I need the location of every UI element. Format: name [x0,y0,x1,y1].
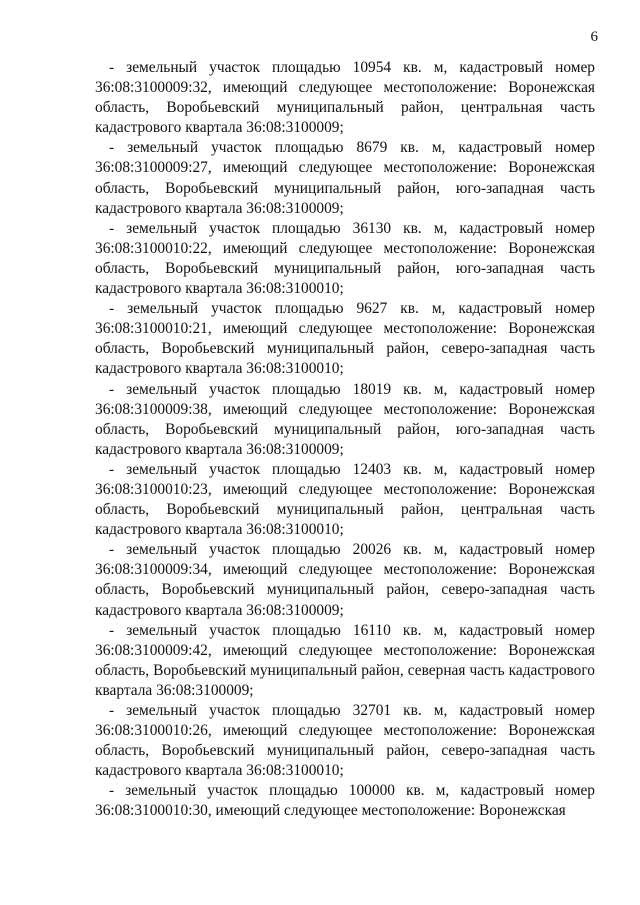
land-plot-entry: - земельный участок площадью 8679 кв. м, кадастровый номер 36:08:3100009:27, имеющий следующее местоположение: Воронежская область, Воробьевский муниципальный район, юго-западная часть кадастрового квартала 36:08:3100009; [95,139,595,217]
land-plot-entry: - земельный участок площадью 9627 кв. м, кадастровый номер 36:08:3100010:21, имеющий следующее местоположение: Воронежская область, Воробьевский муниципальный район, северо-западная часть кадастрового квартала 36:08:3100010; [95,300,595,378]
land-plot-entry: - земельный участок площадью 32701 кв. м, кадастровый номер 36:08:3100010:26, имеющий следующее местоположение: Воронежская область, Воробьевский муниципальный район, северо-западная часть кадастрового квартала 36:08:3100010; [95,702,595,780]
land-plot-entry: - земельный участок площадью 18019 кв. м, кадастровый номер 36:08:3100009:38, имеющий следующее местоположение: Воронежская область, Воробьевский муниципальный район, юго-западная часть кадастрового квартала 36:08:3100009; [95,380,595,458]
land-plot-entry: - земельный участок площадью 16110 кв. м, кадастровый номер 36:08:3100009:42, имеющий следующее местоположение: Воронежская область, Воробьевский муниципальный район, северная часть кадастрового квартала 36:08:3100009; [95,621,595,699]
land-plot-entry: - земельный участок площадью 10954 кв. м, кадастровый номер 36:08:3100009:32, имеющий следующее местоположение: Воронежская область, Воробьевский муниципальный район, центральная часть кадастрового квартала 36:08:3100009; [95,59,595,137]
land-plot-entry: - земельный участок площадью 20026 кв. м, кадастровый номер 36:08:3100009:34, имеющий следующее местоположение: Воронежская область, Воробьевский муниципальный район, северо-западная часть кадастрового квартала 36:08:3100009; [95,541,595,619]
land-plot-entry: - земельный участок площадью 100000 кв. м, кадастровый номер 36:08:3100010:30, имеющий следующее местоположение: Воронежская [95,782,595,820]
page-number: 6 [590,29,598,45]
land-plot-entry: - земельный участок площадью 36130 кв. м, кадастровый номер 36:08:3100010:22, имеющий следующее местоположение: Воронежская область, Воробьевский муниципальный район, юго-западная часть кадастрового квартала 36:08:3100010; [95,219,595,298]
land-plot-entry: - земельный участок площадью 12403 кв. м, кадастровый номер 36:08:3100010:23, имеющий следующее местоположение: Воронежская область, Воробьевский муниципальный район, центральная часть кадастрового квартала 36:08:3100010; [95,460,595,539]
document-body [95,58,595,822]
